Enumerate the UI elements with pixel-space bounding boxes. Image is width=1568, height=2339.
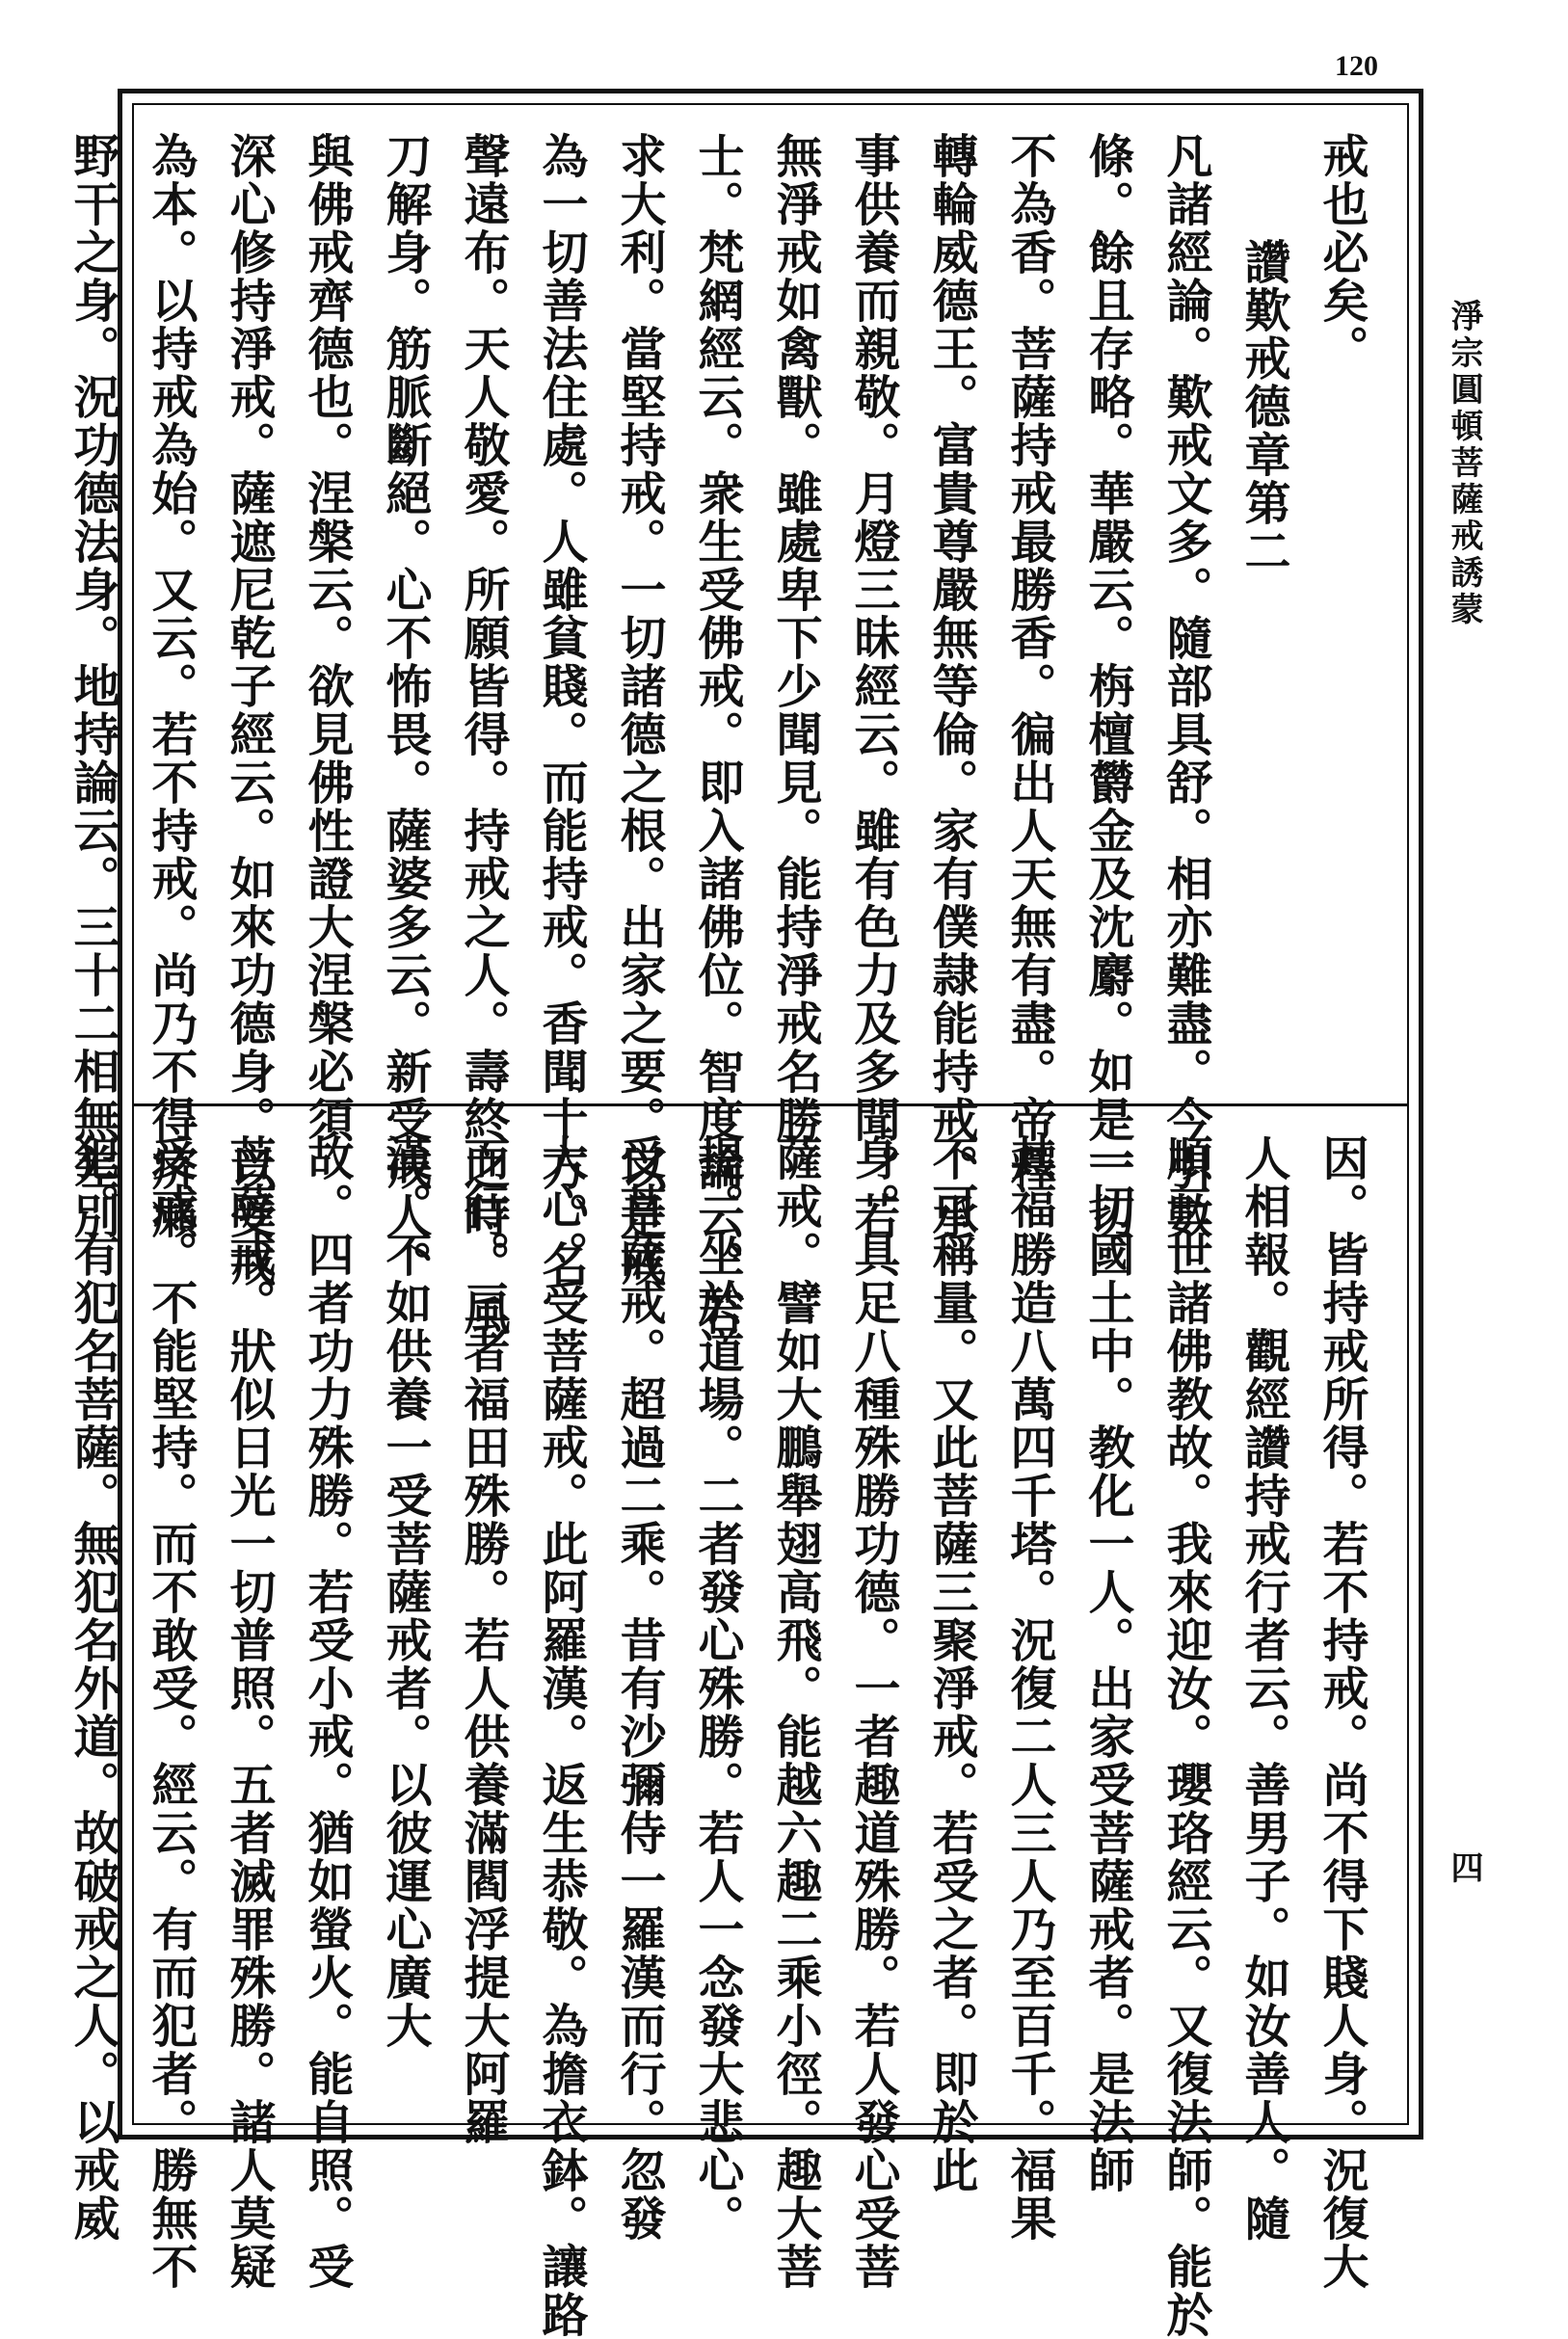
bottom-text-block (66, 1134, 1380, 2339)
page-number: 120 (1335, 50, 1378, 82)
text-column: 凡諸經論。歎戒文多。隨部具舒。相亦難盡。今引數 (1158, 132, 1212, 1240)
text-column: 人相報。觀經讚持戒行者云。善男子。如汝善人。隨 (1236, 1134, 1290, 2243)
text-column: 故。四者功力殊勝。若受小戒。猶如螢火。能自照。受 (300, 1134, 354, 2291)
text-column: 不為香。菩薩持戒最勝香。徧出人天無有盡。帝釋 (1002, 132, 1056, 1192)
text-column: 受戒。不能堅持。而不敢受。經云。有而犯者。勝無不 (144, 1134, 198, 2291)
text-column: 野干之身。況功德法身。地持論云。三十二相無差別 (66, 132, 120, 1240)
chapter-heading: 讚歎戒德章第二 (1236, 238, 1290, 575)
text-column: 條。餘且存略。華嚴云。栴檀欝金及沈麝。如是一切 (1080, 132, 1134, 1240)
text-column: 身。具足八種殊勝功德。一者趣道殊勝。若人發心受菩 (846, 1134, 900, 2291)
text-column: 為一切善法住處。人雖貧賤。而能持戒。香聞十方。名 (534, 132, 588, 1289)
text-column: 順三世諸佛教故。我來迎汝。瓔珞經云。又復法師。能於 (1158, 1134, 1212, 2339)
text-column: 大心。受菩薩戒。此阿羅漢。返生恭敬。為擔衣鉢。讓路 (534, 1134, 588, 2339)
text-column: 受菩薩戒。超過二乘。昔有沙彌侍一羅漢而行。忽發 (612, 1134, 666, 2243)
text-column: 士。梵網經云。衆生受佛戒。即入諸佛位。智度論云。若 (690, 132, 744, 1337)
text-column: 求大利。當堅持戒。一切諸德之根。出家之要。以是戒 (612, 132, 666, 1289)
text-column: 無淨戒如禽獸。雖處卑下少聞見。能持淨戒名勝 (768, 132, 822, 1144)
text-column: 漢。不如供養一受菩薩戒者。以彼運心廣大 (378, 1134, 432, 2050)
text-column: 犯。有犯名菩薩。無犯名外道。故破戒之人。以戒威 (66, 1134, 120, 2243)
running-title: 淨宗圓頓菩薩戒誘蒙 (1445, 299, 1483, 628)
text-column: 薩戒。譬如大鵬舉翅高飛。能越六趣二乘小徑。趣大菩 (768, 1134, 822, 2291)
text-column: 其福勝造八萬四千塔。況復二人三人乃至百千。福果 (1002, 1134, 1056, 2243)
text-column: 轉輪威德王。富貴尊嚴無等倫。家有僕隷能持戒。承 (924, 132, 978, 1240)
text-column: 與佛戒齊德也。涅槃云。欲見佛性證大涅槃必須 (300, 132, 354, 1144)
text-column: 菩薩戒。狀似日光一切普照。五者滅罪殊勝。諸人莫疑 (222, 1134, 276, 2291)
text-column: 深心修持淨戒。薩遮尼乾子經云。如來功德身。以受戒 (222, 132, 276, 1289)
text-column: 事供養而親敬。月燈三昧經云。雖有色力及多聞。若 (846, 132, 900, 1240)
text-column: 聲遠布。天人敬愛。所願皆得。持戒之人。壽終之時。風 (456, 132, 510, 1337)
text-column: 戒也必矣。 (1315, 132, 1369, 373)
text-column: 一切國土中。教化一人。出家受菩薩戒者。是法師 (1080, 1134, 1134, 2194)
text-column: 而行。三者福田殊勝。若人供養滿閻浮提大阿羅 (456, 1134, 510, 2146)
top-text-block (66, 132, 1380, 1337)
text-column: 因。皆持戒所得。若不持戒。尚不得下賤人身。況復大 (1315, 1134, 1369, 2291)
text-column: 提。坐於道場。二者發心殊勝。若人一念發大悲心。 (690, 1134, 744, 2243)
page-frame (66, 89, 1423, 2339)
text-column: 不可稱量。又此菩薩三聚淨戒。若受之者。即於此 (924, 1134, 978, 2194)
folio-number: 四 (1445, 1850, 1483, 1883)
text-column: 為本。以持戒為始。又云。若不持戒。尚乃不得疥癩 (144, 132, 198, 1240)
text-column: 刀解身。筋脈斷絕。心不怖畏。薩婆多云。新受戒人。 (378, 132, 432, 1289)
